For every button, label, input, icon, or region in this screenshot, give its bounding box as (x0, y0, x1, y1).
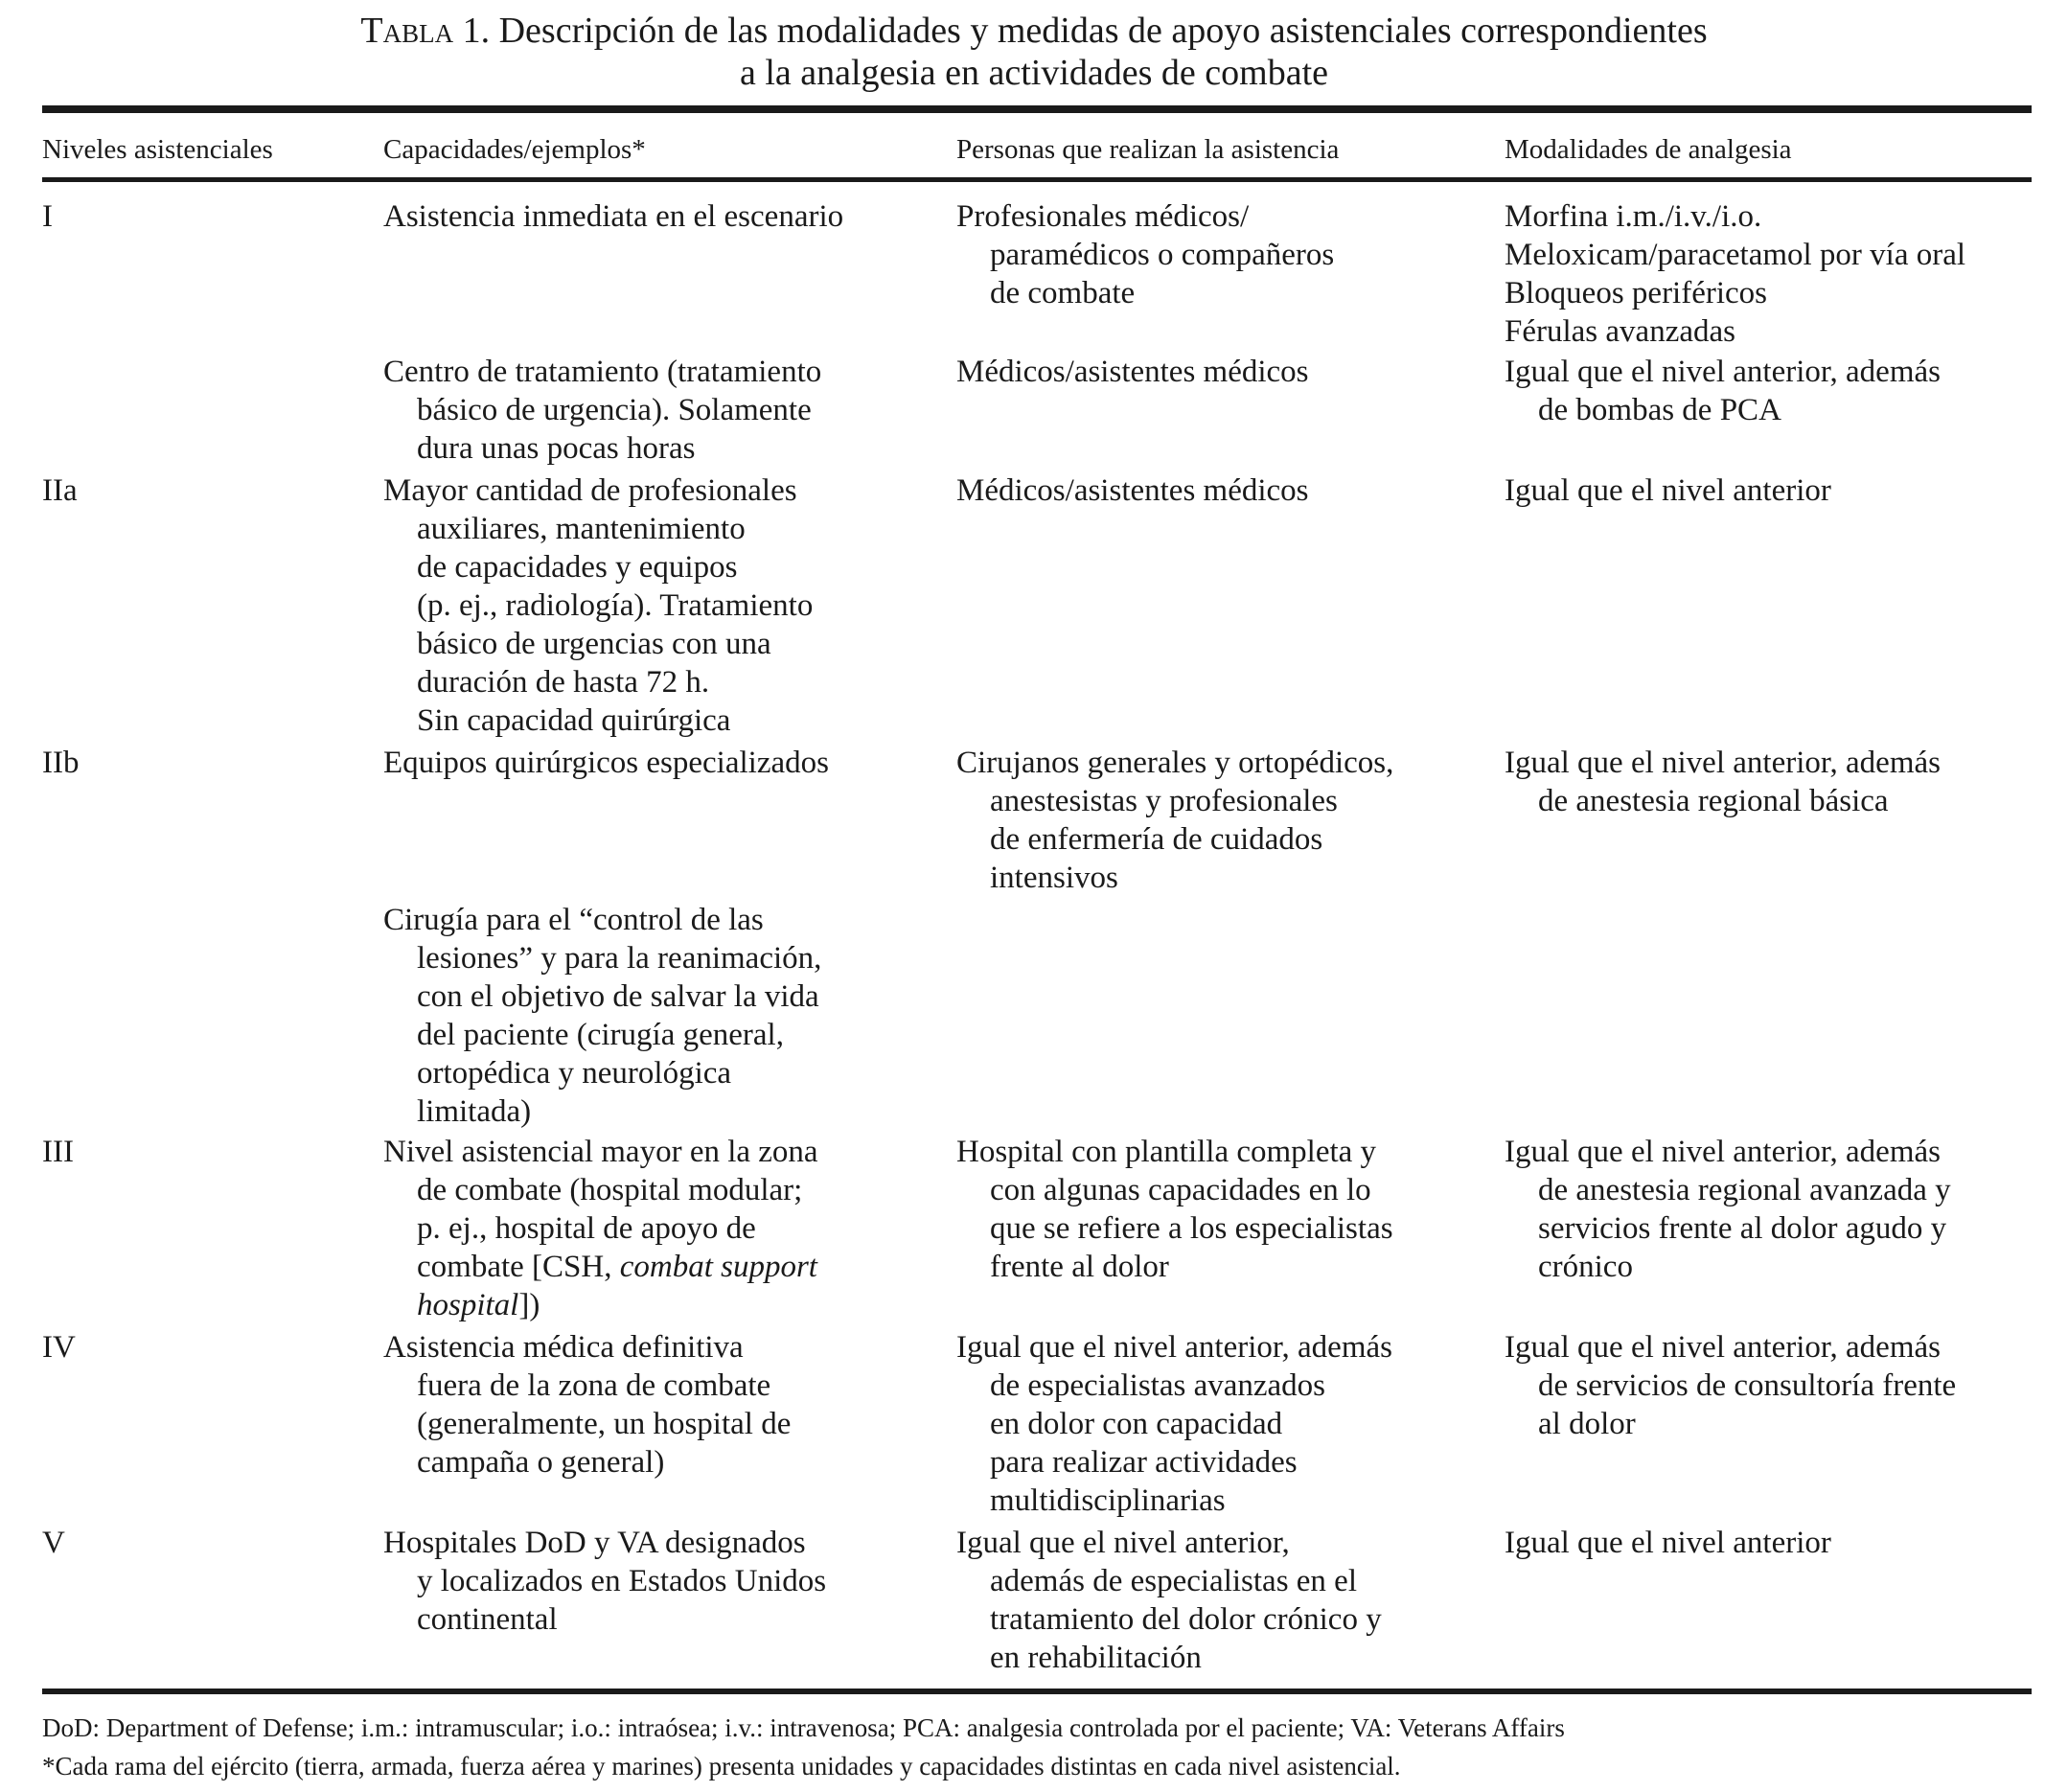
cell-line: de especialistas avanzados (990, 1368, 1326, 1403)
cell-line: que se refiere a los especialistas (990, 1211, 1393, 1246)
table-title-line-1 (0, 10, 2068, 52)
cell-line: de enfermería de cuidados (990, 822, 1323, 857)
cell-line: en rehabilitación (990, 1641, 1202, 1675)
modalidades-cell (1505, 1133, 1951, 1286)
cell-line: con algunas capacidades en lo (990, 1173, 1371, 1207)
cell-line: tratamiento del dolor crónico y (990, 1602, 1382, 1637)
cell-line: Igual que el nivel anterior, además (1505, 746, 1941, 780)
cell-line: limitada) (417, 1094, 532, 1129)
cell-line: anestesistas y profesionales (990, 784, 1338, 818)
cell-line: Morfina i.m./i.v./i.o. (1505, 199, 1762, 234)
cell-line: Médicos/asistentes médicos (956, 355, 1309, 389)
cell-text: ]) (518, 1288, 540, 1322)
header-personas: Personas que realizan la asistencia (956, 134, 1340, 165)
capacidades-cell (383, 1524, 826, 1639)
cell-line: además de especialistas en el (990, 1564, 1357, 1598)
cell-line: y localizados en Estados Unidos (417, 1564, 827, 1598)
modalidades-cell (1505, 1524, 1831, 1562)
cell-line: de anestesia regional avanzada y (1538, 1173, 1951, 1207)
cell-line: frente al dolor (990, 1250, 1169, 1284)
header-modalidades: Modalidades de analgesia (1505, 134, 1792, 165)
capacidades-cell (383, 1328, 791, 1482)
header-niveles: Niveles asistenciales (42, 134, 273, 165)
level-cell: IIa (42, 473, 78, 508)
cell-line: paramédicos o compañeros (990, 238, 1335, 272)
footnote-note: *Cada rama del ejército (tierra, armada, fuerza aérea y marines) presenta unidades y capacidades distintas en cada nivel asistencial. (42, 1752, 1401, 1781)
cell-italic-text: combat support (619, 1250, 817, 1284)
personas-cell (956, 471, 1309, 510)
cell-line (383, 1286, 818, 1324)
capacidades-cell (383, 1133, 818, 1324)
cell-line: de servicios de consultoría frente (1538, 1368, 1957, 1403)
cell-line: Igual que el nivel anterior (1505, 1526, 1831, 1560)
cell-line: básico de urgencia). Solamente (417, 393, 812, 427)
cell-line: Igual que el nivel anterior, además (1505, 1330, 1941, 1365)
level-cell: V (42, 1526, 65, 1560)
cell-line: en dolor con capacidad (990, 1407, 1283, 1441)
personas-cell (956, 744, 1393, 897)
header-capacidades: Capacidades/ejemplos* (383, 134, 646, 165)
cell-line: Igual que el nivel anterior, (956, 1526, 1290, 1560)
capacidades-cell (383, 901, 821, 1131)
cell-line: de anestesia regional básica (1538, 784, 1889, 818)
cell-line: Meloxicam/paracetamol por vía oral (1505, 238, 1966, 272)
modalidades-cell (1505, 353, 1941, 429)
cell-line: Cirujanos generales y ortopédicos, (956, 746, 1394, 780)
cell-line: Centro de tratamiento (tratamiento (383, 355, 822, 389)
cell-line: (p. ej., radiología). Tratamiento (417, 588, 814, 623)
modalidades-cell (1505, 744, 1941, 820)
cell-line: Mayor cantidad de profesionales (383, 473, 797, 508)
cell-line: de combate (990, 276, 1136, 310)
cell-line: p. ej., hospital de apoyo de (417, 1211, 756, 1246)
cell-line: multidisciplinarias (990, 1483, 1226, 1518)
capacidades-cell (383, 197, 843, 236)
cell-line: (generalmente, un hospital de (417, 1407, 792, 1441)
top-rule (42, 105, 2032, 113)
cell-line: Asistencia médica definitiva (383, 1330, 744, 1365)
cell-line: Igual que el nivel anterior (1505, 473, 1831, 508)
personas-cell (956, 1524, 1382, 1677)
personas-cell (956, 1328, 1392, 1520)
cell-line: de bombas de PCA (1538, 393, 1781, 427)
header-rule (42, 177, 2032, 182)
modalidades-cell (1505, 1328, 1956, 1443)
cell-line: al dolor (1538, 1407, 1636, 1441)
table-label: Tabla 1. (360, 11, 491, 51)
cell-line: para realizar actividades (990, 1445, 1298, 1480)
cell-line: Nivel asistencial mayor en la zona (383, 1135, 818, 1169)
modalidades-cell (1505, 471, 1831, 510)
cell-line: Equipos quirúrgicos especializados (383, 746, 829, 780)
level-cell: IIb (42, 746, 80, 780)
footnote-abbreviations: DoD: Department of Defense; i.m.: intramuscular; i.o.: intraósea; i.v.: intravenosa; PCA: analgesia controlada por el paciente; VA: Veterans Affairs (42, 1713, 1565, 1742)
table-title-line-2: a la analgesia en actividades de combate (739, 53, 1329, 93)
cell-line: Asistencia inmediata en el escenario (383, 199, 844, 234)
personas-cell (956, 1133, 1393, 1286)
cell-line: de capacidades y equipos (417, 550, 738, 585)
cell-italic-text: hospital (417, 1288, 519, 1322)
cell-line: duración de hasta 72 h. (417, 665, 710, 700)
cell-line: servicios frente al dolor agudo y (1538, 1211, 1947, 1246)
cell-line: básico de urgencias con una (417, 627, 771, 661)
personas-cell (956, 353, 1309, 391)
cell-line: Profesionales médicos/ (956, 199, 1250, 234)
cell-line: Férulas avanzadas (1505, 314, 1735, 349)
cell-line: Médicos/asistentes médicos (956, 473, 1309, 508)
cell-line: intensivos (990, 861, 1118, 895)
capacidades-cell (383, 744, 829, 782)
level-cell: III (42, 1135, 74, 1169)
cell-line: crónico (1538, 1250, 1633, 1284)
cell-line: fuera de la zona de combate (417, 1368, 771, 1403)
level-cell: I (42, 199, 53, 234)
personas-cell (956, 197, 1334, 312)
cell-line (383, 1248, 818, 1286)
cell-line: del paciente (cirugía general, (417, 1018, 784, 1052)
table-title-text: Descripción de las modalidades y medidas de apoyo asistenciales correspondientes (498, 11, 1708, 51)
modalidades-cell (1505, 197, 1965, 351)
cell-line: Sin capacidad quirúrgica (417, 703, 731, 738)
cell-text: combate [CSH, (417, 1250, 620, 1284)
level-cell: IV (42, 1330, 76, 1365)
cell-line: Igual que el nivel anterior, además (1505, 1135, 1941, 1169)
cell-line: de combate (hospital modular; (417, 1173, 803, 1207)
cell-line: Igual que el nivel anterior, además (1505, 355, 1941, 389)
capacidades-cell (383, 353, 821, 468)
cell-line: continental (417, 1602, 558, 1637)
capacidades-cell (383, 471, 813, 740)
cell-line: campaña o general) (417, 1445, 665, 1480)
cell-line: Bloqueos periféricos (1505, 276, 1768, 310)
bottom-rule (42, 1689, 2032, 1694)
cell-line: auxiliares, mantenimiento (417, 512, 746, 546)
cell-line: Cirugía para el “control de las (383, 903, 764, 937)
cell-line: lesiones” y para la reanimación, (417, 941, 822, 976)
cell-line: Hospitales DoD y VA designados (383, 1526, 806, 1560)
cell-line: ortopédica y neurológica (417, 1056, 732, 1091)
cell-line: Igual que el nivel anterior, además (956, 1330, 1392, 1365)
cell-line: dura unas pocas horas (417, 431, 696, 466)
cell-line: con el objetivo de salvar la vida (417, 979, 819, 1014)
cell-line: Hospital con plantilla completa y (956, 1135, 1377, 1169)
